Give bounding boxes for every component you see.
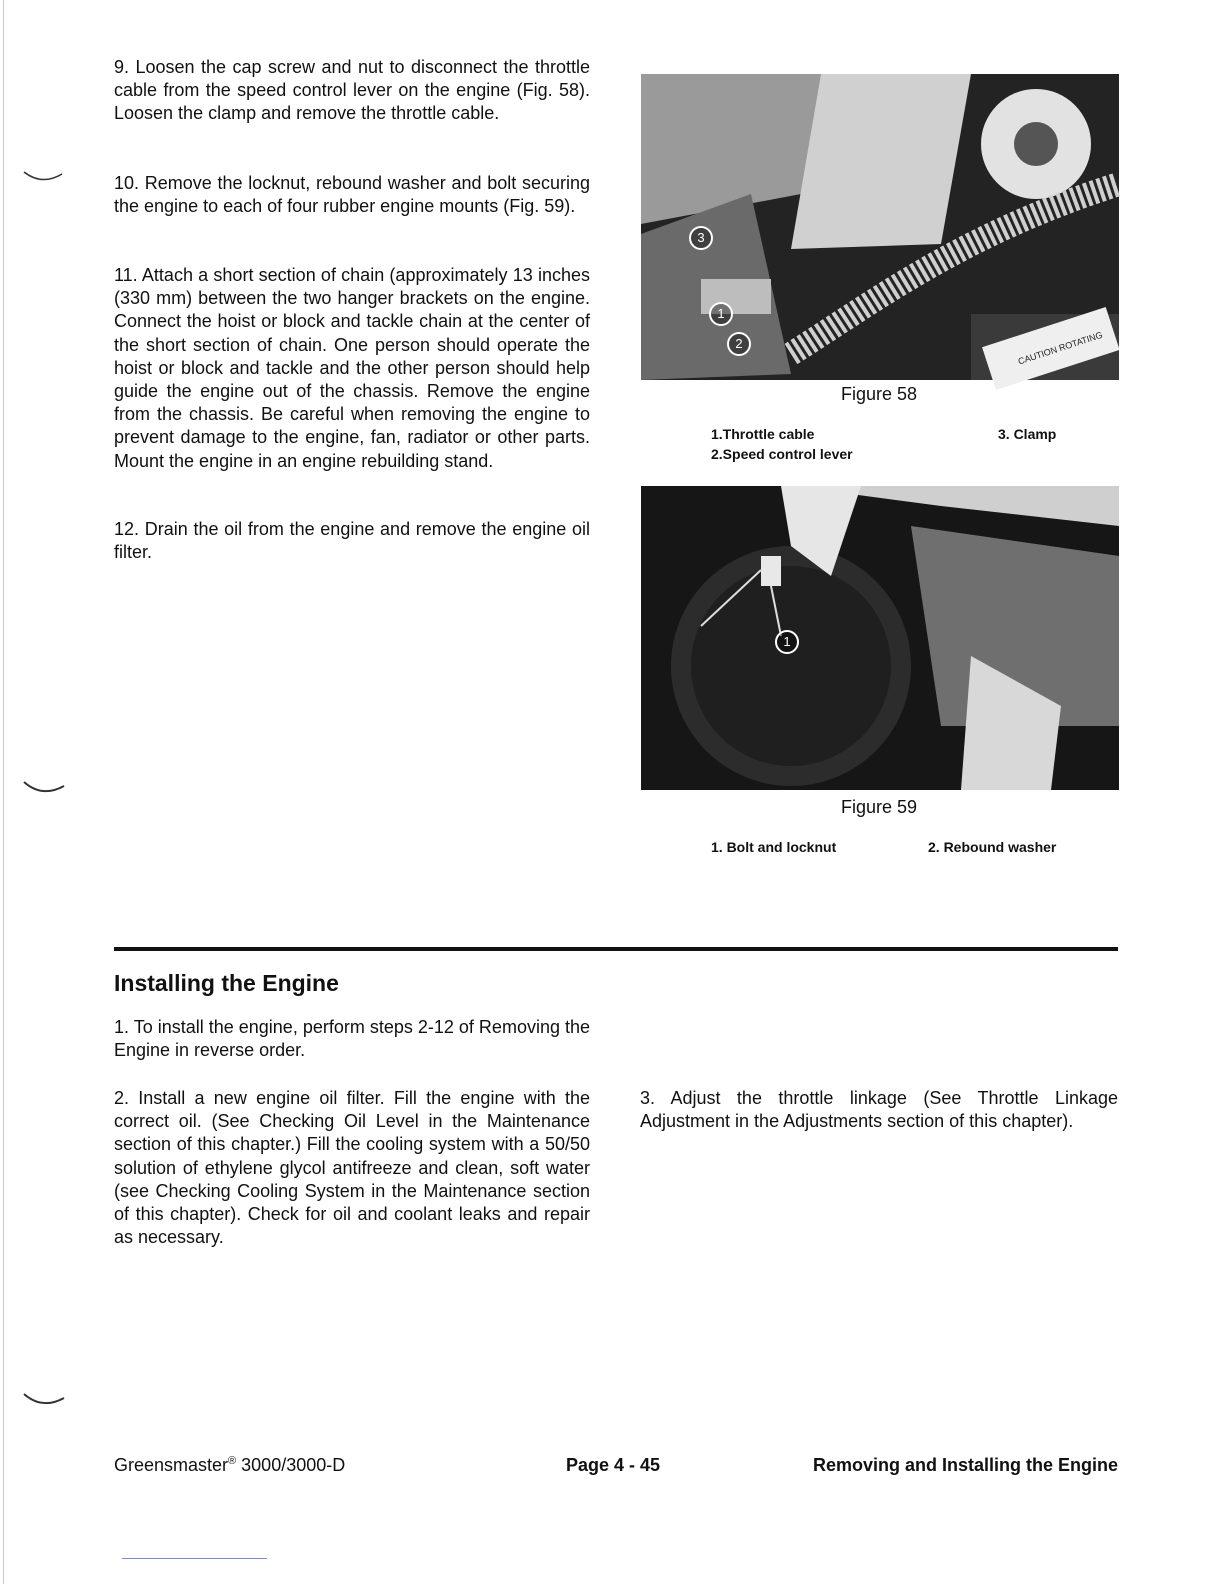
figure-58-caption: Figure 58 [840,384,918,404]
margin-mark [22,1390,66,1410]
engine-mount-photo-illustration [641,486,1119,790]
step-10: 10. Remove the locknut, rebound washer and bolt securing the engine to each of four rubber engine mounts (Fig. 59). [114,173,590,217]
footer-product-name: Greensmaster [114,1455,229,1475]
figure-59-legend-1: 1. Bolt and locknut [711,839,837,855]
figure-59-caption: Figure 59 [840,797,918,817]
page-left-edge [3,0,4,1584]
footer-page-number: Page 4 - 45 [566,1455,661,1475]
step-9: 9. Loosen the cap screw and nut to disconnect the throttle cable from the speed control lever on the engine (Fig. 58). Loosen the clamp and remove the throttle cable. [114,57,590,124]
install-step-1: 1. To install the engine, perform steps 2-12 of Removing the Engine in reverse order. [114,1017,590,1061]
figure-58-legend-3: 3. Clamp [998,426,1057,442]
callout-1: 1 [709,302,733,326]
section-title: Installing the Engine [114,970,339,996]
callout-3: 3 [689,226,713,250]
install-step-2: 2. Install a new engine oil filter. Fill the engine with the correct oil. (See Checking Oil Level in the Maintenance section of this chapter.) Fill the cooling system with a 50/50 solution of ethylene glycol antifreeze and clean, soft water (see Checking Cooling System in the Maintenance section of this chapter). Check for oil and coolant leaks and repair as necessary. [114,1088,590,1248]
figure-59-legend-2: 2. Rebound washer [928,839,1057,855]
caution-label: CAUTION ROTATING [1016,329,1104,367]
footer-model: 3000/3000-D [236,1455,346,1475]
step-11: 11. Attach a short section of chain (approximately 13 inches (330 mm) between the two hanger brackets on the engine. Connect the hoist or block and tackle chain at the center of the short section of chain. One person should operate the hoist or block and tackle and the other person should help guide the engine out of the chassis. Remove the engine from the chassis. Be careful when removing the engine to prevent damage to the engine, fan, radiator or other parts. Mount the engine in an engine rebuilding stand. [114,265,590,471]
margin-mark [22,168,66,188]
footer-section-name: Removing and Installing the Engine [812,1455,1118,1475]
install-step-3: 3. Adjust the throttle linkage (See Throttle Linkage Adjustment in the Adjustments section of this chapter). [640,1088,1118,1132]
footer-trademark: ® [228,1455,237,1467]
margin-mark [22,778,66,798]
figure-58-legend-2: 2.Speed control lever [711,446,853,462]
callout-1: 1 [775,630,799,654]
engine-photo-illustration [641,74,1119,380]
footer-product [114,1455,345,1476]
section-divider [114,947,1118,951]
step-12: 12. Drain the oil from the engine and remove the engine oil filter. [114,519,590,563]
bottom-line [122,1558,267,1559]
figure-58-photo [641,74,1119,380]
callout-2: 2 [727,332,751,356]
figure-58-legend-1: 1.Throttle cable [711,426,815,442]
figure-59-photo [641,486,1119,790]
